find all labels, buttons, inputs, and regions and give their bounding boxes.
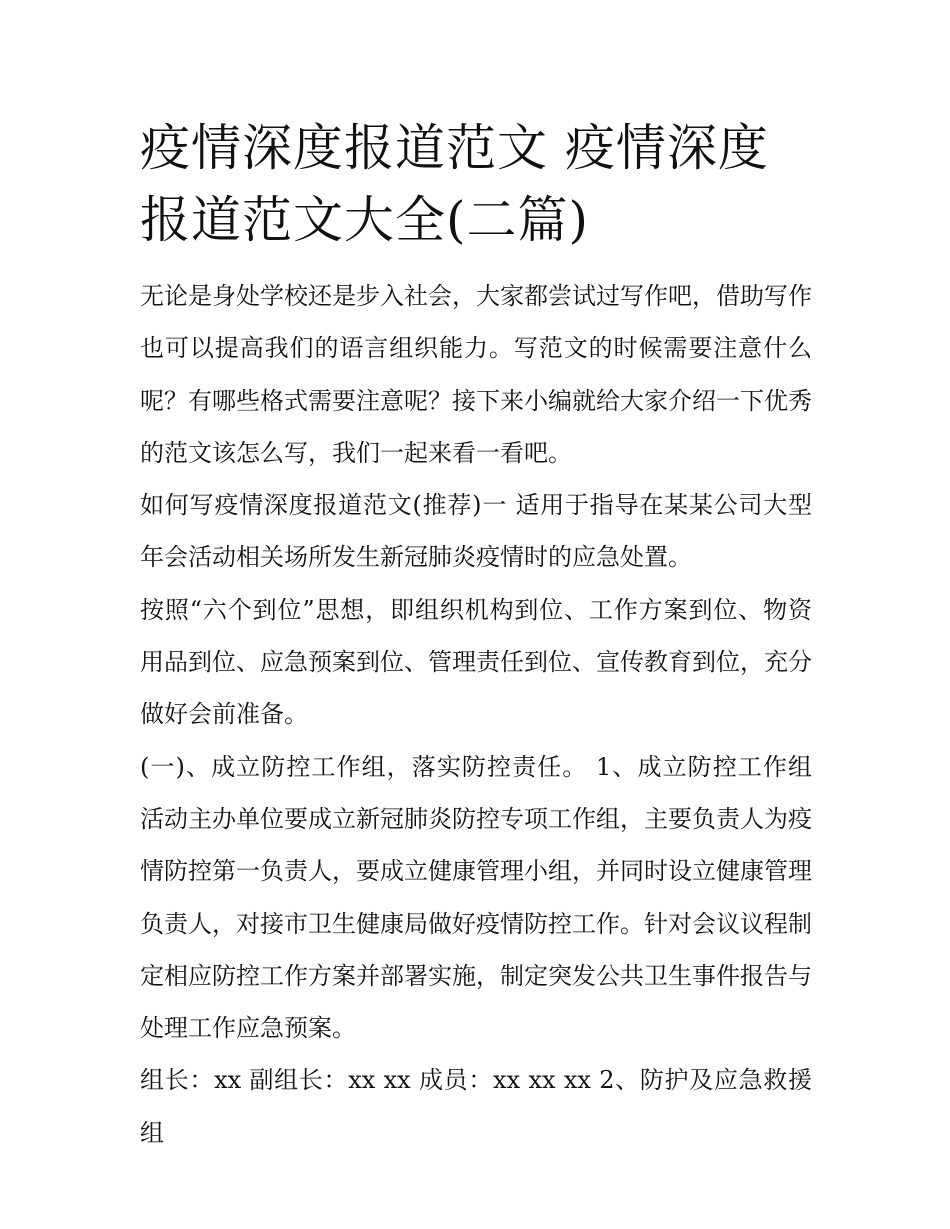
intro-paragraph: 无论是身处学校还是步入社会，大家都尝试过写作吧，借助写作也可以提高我们的语言组织能力。写范文的时候需要注意什么呢？有哪些格式需要注意呢？接下来小编就给大家介绍一下优秀的范文该怎么写，我们一起来看一看吧。	[140, 282, 812, 467]
document-title: 疫情深度报道范文 疫情深度报道范文大全(二篇)	[140, 119, 769, 249]
team-members-paragraph: 组长：xx 副组长：xx xx 成员：xx xx xx 2、防护及应急救援组	[140, 1066, 812, 1147]
principle-paragraph: 按照“六个到位”思想，即组织机构到位、工作方案到位、物资用品到位、应急预案到位、管理责任到位、宣传教育到位，充分做好会前准备。	[140, 595, 812, 729]
document-page	[140, 112, 812, 1159]
section-one-paragraph: (一)、成立防控工作组，落实防控责任。 1、成立防控工作组 活动主办单位要成立新冠肺炎防控专项工作组，主要负责人为疫情防控第一负责人，要成立健康管理小组，并同时设立健康管理负责人，对接市卫生健康局做好疫情防控工作。针对会议议程制定相应防控工作方案并部署实施，制定突发公共卫生事件报告与处理工作应急预案。	[140, 752, 812, 1043]
scope-paragraph: 如何写疫情深度报道范文(推荐)一 适用于指导在某某公司大型年会活动相关场所发生新冠肺炎疫情时的应急处置。	[140, 491, 812, 572]
